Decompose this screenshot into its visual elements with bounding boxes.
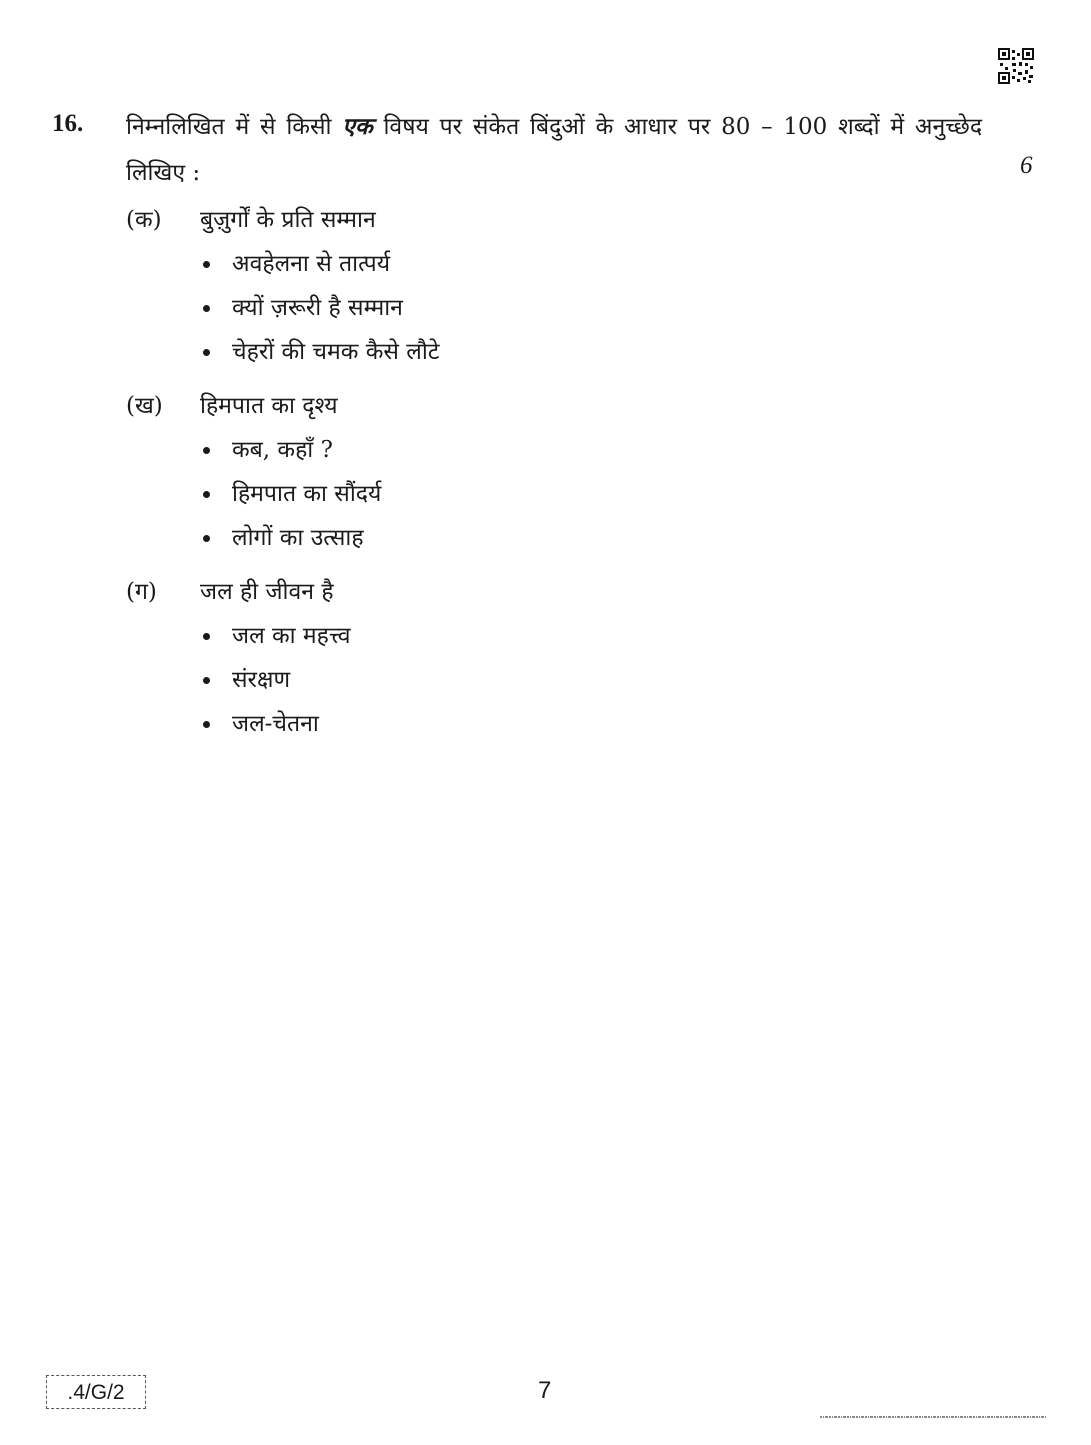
bullet-icon [203,261,210,268]
point-text: कब, कहाँ ? [232,437,333,463]
list-item [126,472,726,516]
bullet-icon [203,447,210,454]
bullet-icon [203,633,210,640]
option-points [126,428,726,560]
bullet-icon [203,349,210,356]
option-head [126,198,726,242]
list-item [126,516,726,560]
option-head [126,570,726,614]
paper-code: .4/G/2 [46,1375,146,1409]
question-number: 16. [52,110,84,137]
question-marks: 6 [1020,152,1033,179]
question-emphasis: एक [342,113,373,140]
bullet-icon [203,677,210,684]
option-points [126,242,726,374]
question-text [126,104,982,196]
option-title: जल ही जीवन है [200,579,334,605]
point-text: अवहेलना से तात्पर्य [232,251,391,277]
list-item [126,428,726,472]
option-points [126,614,726,746]
point-text: जल-चेतना [232,711,319,737]
option-ga [126,570,726,746]
list-item [126,614,726,658]
point-text: क्यों ज़रूरी है सम्मान [232,295,403,321]
option-head [126,384,726,428]
page-number: 7 [538,1377,552,1404]
list-item [126,286,726,330]
bullet-icon [203,305,210,312]
point-text: जल का महत्त्व [232,623,351,649]
option-title: हिमपात का दृश्य [200,393,338,419]
list-item [126,658,726,702]
option-label: (ग) [126,579,157,605]
bullet-icon [203,721,210,728]
question-text-after: विषय पर संकेत बिंदुओं के आधार पर 80 – 100 शब्दों में अनुच्छेद लिखिए : [126,114,983,186]
option-label: (ख) [126,393,163,419]
list-item [126,242,726,286]
bullet-icon [203,491,210,498]
option-title: बुज़ुर्गों के प्रति सम्मान [200,207,376,233]
question-text-before: निम्नलिखित में से किसी [126,114,332,140]
option-label: (क) [126,207,162,233]
option-kha [126,384,726,560]
footer-pattern-strip [820,1415,1046,1419]
point-text: लोगों का उत्साह [232,525,364,551]
option-ka [126,198,726,374]
qr-code-icon [998,48,1034,84]
list-item [126,330,726,374]
point-text: हिमपात का सौंदर्य [232,481,382,507]
point-text: चेहरों की चमक कैसे लौटे [232,339,440,365]
list-item [126,702,726,746]
point-text: संरक्षण [232,667,291,693]
bullet-icon [203,535,210,542]
